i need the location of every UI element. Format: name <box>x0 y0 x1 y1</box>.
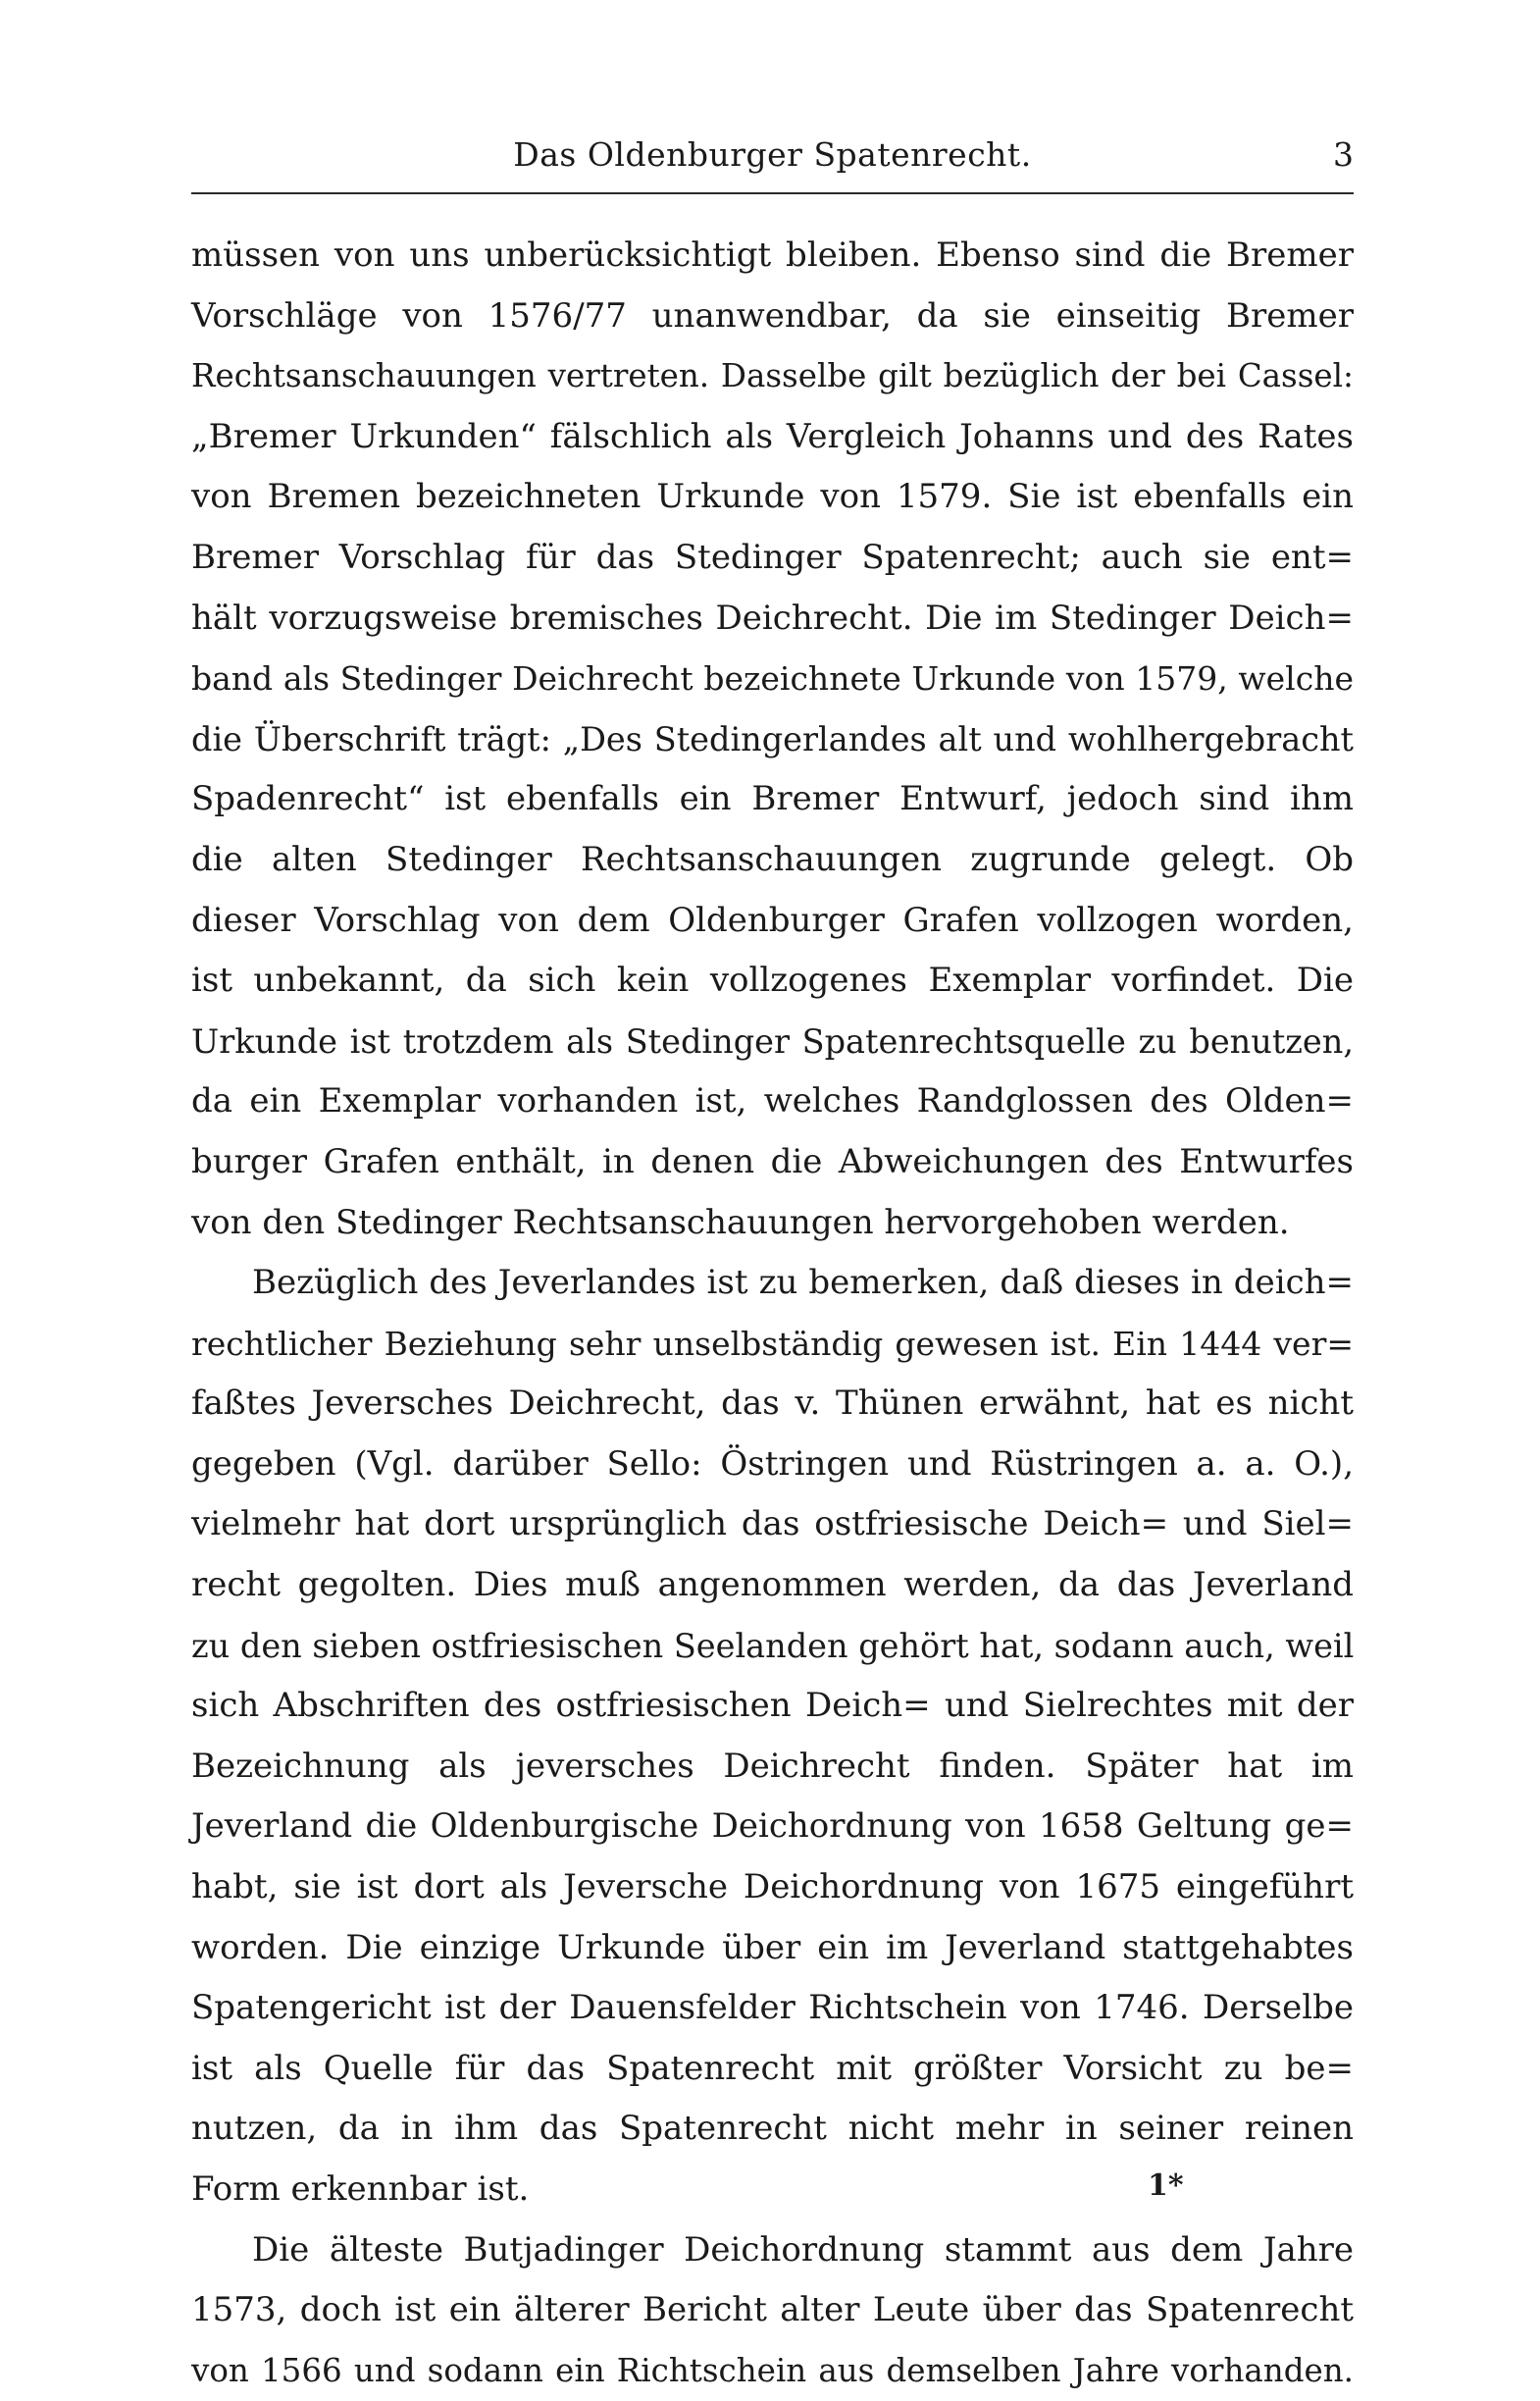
paragraph-3 <box>191 2220 1354 2401</box>
header-rule <box>191 192 1354 194</box>
text-line: faßtes Jeversches Deichrecht, das v. Thünen erwähnt, hat es nicht <box>191 1383 1354 1424</box>
running-head <box>191 135 1354 190</box>
text-line: Form erkennbar ist. <box>191 2169 530 2209</box>
paragraph-2 <box>191 1253 1354 2220</box>
text-line: Vorschläge von 1576/77 unanwendbar, da sie einseitig Bremer <box>191 295 1354 336</box>
text-line: worden. Die einzige Urkunde über ein im Jeverland stattgehabtes <box>191 1927 1354 1967</box>
text-line: von den Stedinger Rechtsanschauungen hervorgehoben werden. <box>191 1202 1290 1242</box>
text-line: 1573, doch ist ein älterer Bericht alter Leute über das Spatenrecht <box>191 2290 1354 2330</box>
text-line: habt, sie ist dort als Jeversche Deichordnung von 1675 eingeführt <box>191 1867 1354 1907</box>
text-line: recht gegolten. Dies muß angenommen werden, da das Jeverland <box>191 1565 1354 1605</box>
text-line: gegeben (Vgl. darüber Sello: Östringen und Rüstringen a. a. O.), <box>191 1443 1354 1484</box>
text-line: rechtlicher Beziehung sehr unselbständig gewesen ist. Ein 1444 ver= <box>191 1324 1354 1363</box>
text-line: Spadenrecht“ ist ebenfalls ein Bremer Entwurf, jedoch sind ihm <box>191 779 1354 819</box>
text-line: müssen von uns unberücksichtigt bleiben. Ebenso sind die Bremer <box>191 235 1354 275</box>
text-line: Rechtsanschauungen vertreten. Dasselbe gilt bezüglich der bei Cassel: <box>191 357 1354 395</box>
text-line: Jeverland die Oldenburgische Deichordnung von 1658 Geltung ge= <box>191 1806 1354 1847</box>
text-line: die alten Stedinger Rechtsanschauungen zugrunde gelegt. Ob <box>191 839 1354 879</box>
text-line: die Überschrift trägt: „Des Stedingerlandes alt und wohlhergebracht <box>191 719 1354 758</box>
text-line: „Bremer Urkunden“ fälschlich als Vergleich Johanns und des Rates <box>191 416 1354 456</box>
text-line: Die älteste Butjadinger Deichordnung stammt aus dem Jahre <box>252 2229 1354 2270</box>
text-line: von Bremen bezeichneten Urkunde von 1579. Sie ist ebenfalls ein <box>191 477 1354 517</box>
text-line: Bezüglich des Jeverlandes ist zu bemerken, daß dieses in deich= <box>252 1263 1354 1303</box>
text-line: sich Abschriften des ostfriesischen Deich= und Sielrechtes mit der <box>191 1686 1354 1726</box>
text-line: dieser Vorschlag von dem Oldenburger Grafen vollzogen worden, <box>191 900 1354 940</box>
text-line: Spatengericht ist der Dauensfelder Richtschein von 1746. Derselbe <box>191 1988 1354 2028</box>
text-line: Bremer Vorschlag für das Stedinger Spatenrecht; auch sie ent= <box>191 537 1354 577</box>
text-line: burger Grafen enthält, in denen die Abweichungen des Entwurfes <box>191 1141 1354 1181</box>
text-line: Bezeichnung als jeversches Deichrecht finden. Später hat im <box>191 1746 1354 1786</box>
text-line: band als Stedinger Deichrecht bezeichnete Urkunde von 1579, welche <box>191 659 1354 699</box>
text-line: ist als Quelle für das Spatenrecht mit größter Vorsicht zu be= <box>191 2048 1354 2088</box>
page-number: 3 <box>1333 135 1354 174</box>
text-line: Urkunde ist trotzdem als Stedinger Spatenrechtsquelle zu benutzen, <box>191 1021 1354 1061</box>
text-line: nutzen, da in ihm das Spatenrecht nicht mehr in seiner reinen <box>191 2109 1354 2149</box>
text-line: von 1566 und sodann ein Richtschein aus demselben Jahre vorhanden. <box>191 2351 1354 2389</box>
text-line: da ein Exemplar vorhanden ist, welches Randglossen des Olden= <box>191 1081 1354 1122</box>
text-line: zu den sieben ostfriesischen Seelanden gehört hat, sodann auch, weil <box>191 1626 1355 1665</box>
paragraph-1 <box>191 226 1354 1253</box>
running-title: Das Oldenburger Spatenrecht. <box>513 135 1032 174</box>
text-line: vielmehr hat dort ursprünglich das ostfriesische Deich= und Siel= <box>191 1504 1354 1544</box>
text-line: hält vorzugsweise bremisches Deichrecht. Die im Stedinger Deich= <box>191 598 1354 638</box>
text-line: ist unbekannt, da sich kein vollzogenes Exemplar vorfindet. Die <box>191 961 1354 1001</box>
signature-mark: 1* <box>1148 2168 1184 2203</box>
body-text <box>191 226 1354 2401</box>
